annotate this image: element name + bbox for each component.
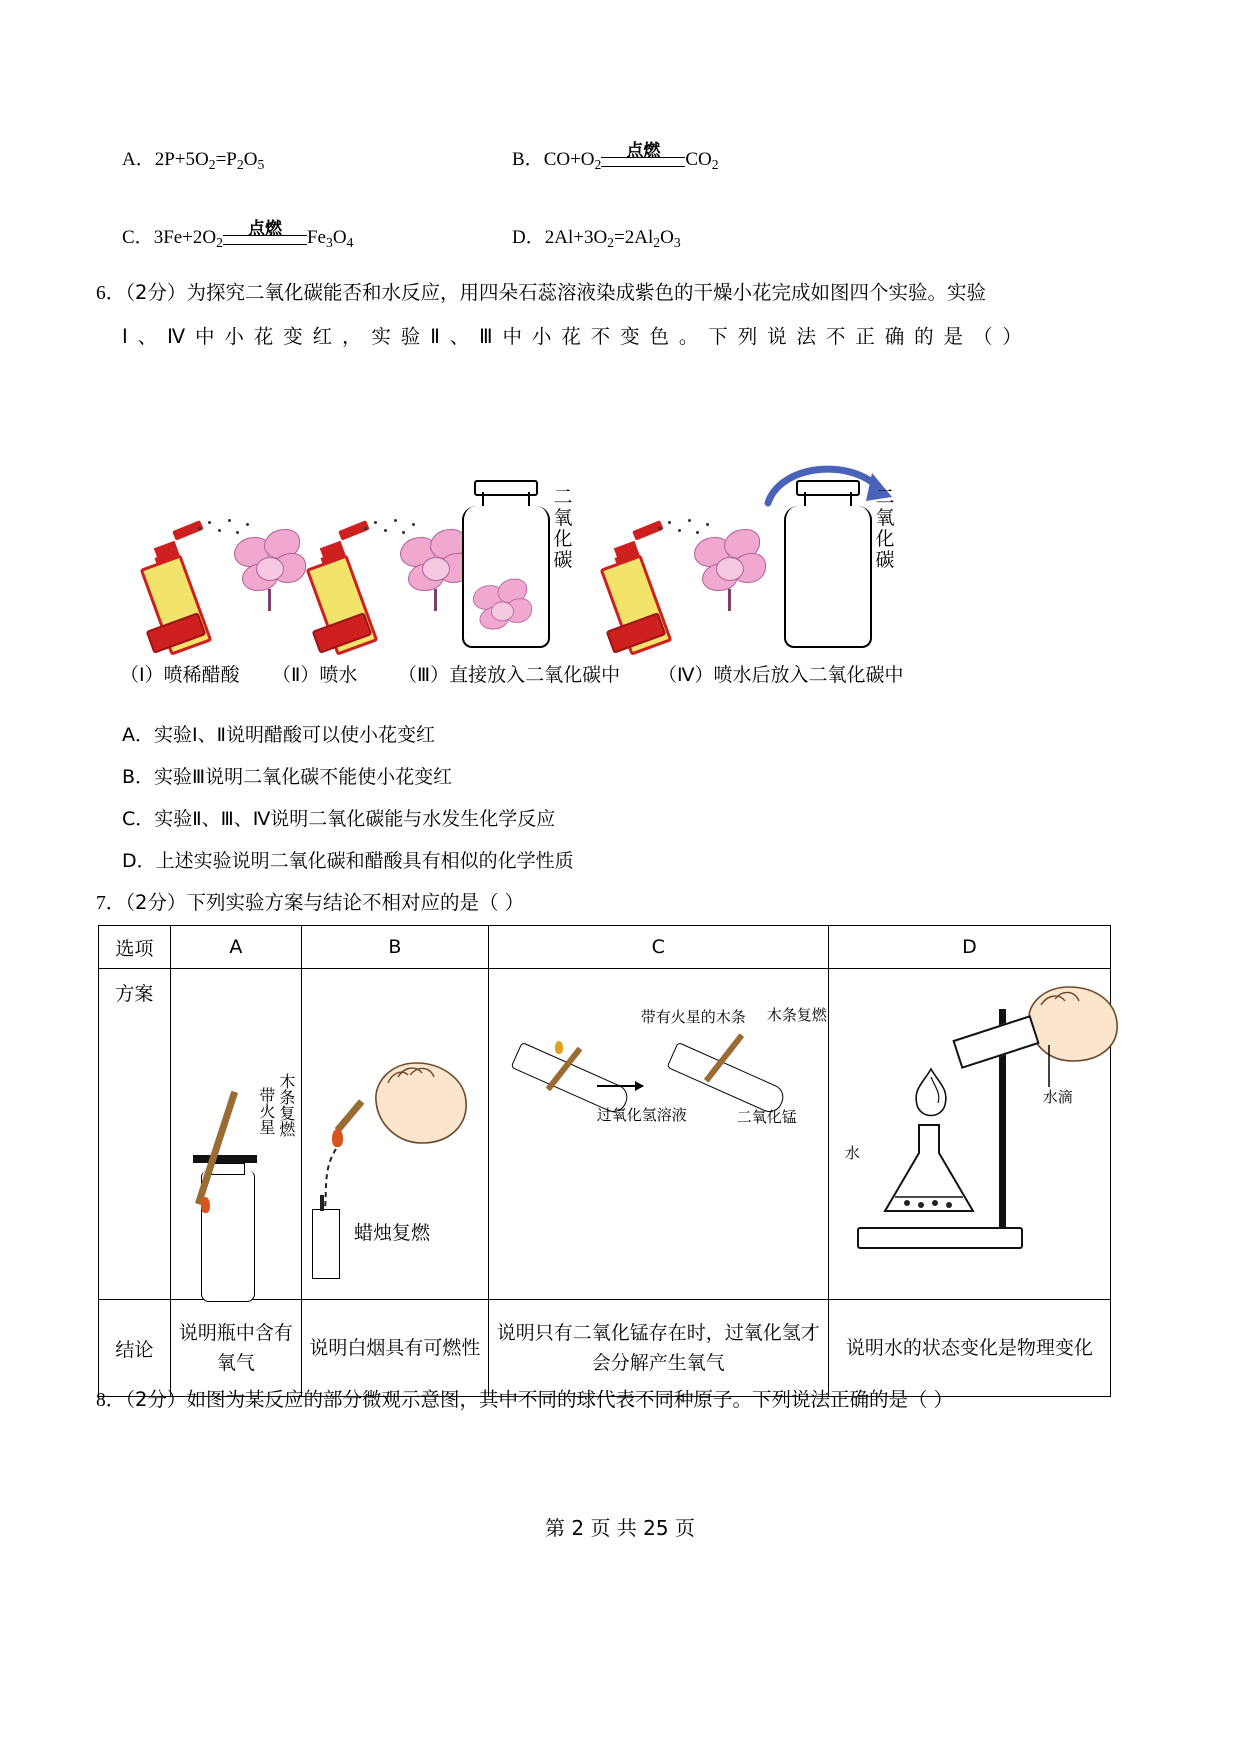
scheme-d-label-1: 水 [844,1144,860,1162]
q6-l2-p5: 花 [253,325,274,348]
row-header-option: 选项 [99,926,171,969]
question-8-text [96,1385,953,1416]
scheme-cell-c [488,969,828,1300]
q7-score: （2分） [125,891,187,914]
figure-caption-1: （Ⅰ）喷稀醋酸 [120,664,240,686]
q7-number: 7． [96,893,126,914]
scheme-cell-d [828,969,1110,1300]
q6-l2-p8: ， [341,325,362,348]
condition-c: 点燃 [247,218,282,239]
hand-icon-b [358,1055,476,1151]
glowing-ember-a [201,1197,210,1213]
figure-caption-4: （Ⅳ）喷水后放入二氧化碳中 [658,664,904,686]
reaction-arrow-c [223,218,307,245]
q6-l2-p3: 中 [194,325,215,348]
q6-l2-p13: Ⅲ [479,325,493,348]
scheme-a-label-2: 木条复燃 [276,1073,296,1137]
table-row-header [99,926,1111,969]
flower-3-core [491,602,514,622]
figure-caption-3: （Ⅲ）直接放入二氧化碳中 [398,664,621,686]
reaction-arrow-b [601,140,685,167]
q6-l2-p2: Ⅳ [167,325,186,348]
q6-l2-p22: 列 [737,325,758,348]
option-b-right: $CO_2$ [685,149,719,172]
stand-base-d [857,1227,1023,1249]
q6-l2-p17: 不 [590,325,611,348]
option-c-right: $Fe_3O_4$ [306,227,354,250]
option-d-formula: $2Al+3O_2=2Al_2O_3$ [544,227,681,250]
gas-jar-4-label: 二氧化碳 [875,486,895,571]
q6-l2-p23: 说 [767,325,787,348]
table-row-scheme [99,969,1111,1300]
q6-choice-d: D．上述实验说明二氧化碳和醋酸具有相似的化学性质 [122,850,574,872]
q6-l2-p0: Ⅰ [122,325,128,348]
scheme-c-art [489,969,828,1299]
q6-l2-p21: 下 [708,325,728,348]
column-header-a: A [170,926,301,969]
scheme-cell-b [301,969,488,1300]
gas-jar-4-body [784,506,872,648]
q6-l2-p31: ） [1002,325,1022,348]
q6-choice-a: A．实验Ⅰ、Ⅱ说明醋酸可以使小花变红 [122,724,435,746]
question-6-line1 [96,278,1156,309]
q6-l2-p11: Ⅱ [430,325,440,348]
scheme-d-art [829,969,1110,1299]
q6-l2-p19: 色 [649,325,669,348]
question-6-line2 [122,322,1022,352]
scheme-a-label-1: 带火星 [256,1087,276,1135]
q6-l2-p15: 小 [531,325,552,348]
candle-body-b [312,1209,340,1279]
condition-b: 点燃 [626,140,661,161]
option-b [512,140,719,173]
flower-1-core [256,557,284,581]
option-c-label: C． [122,227,154,248]
option-d-label: D． [512,227,545,248]
scheme-a-art [171,969,301,1299]
gas-bottle-a-body [201,1171,255,1302]
conclusion-b: 说明白烟具有可燃性 [301,1300,488,1397]
pointer-line-d [1035,1043,1075,1095]
flower-2-core [422,557,450,581]
row-header-conclusion: 结论 [99,1300,171,1397]
option-d [512,222,681,251]
flower-2-stem [434,589,437,611]
q8-number: 8． [96,1390,126,1411]
q6-l2-p30: （ [972,325,993,348]
gas-jar-4 [782,480,870,650]
column-header-c: C [488,926,828,969]
q6-l2-p1: 、 [137,325,158,348]
column-header-d: D [828,926,1110,969]
q6-l2-p26: 正 [855,325,875,348]
q6-l2-p18: 变 [620,325,640,348]
option-c [122,218,354,251]
scheme-d-label-2: 水滴 [1042,1088,1073,1106]
q8-body: 如图为某反应的部分微观示意图，其中不同的球代表不同种原子。下列说法正确的是（ ） [186,1388,954,1411]
q6-l2-p29: 是 [943,325,964,348]
option-c-left: $3Fe+2O_2$ [153,227,223,250]
flask-d [875,1119,983,1229]
q6-text-line1: 为探究二氧化碳能否和水反应，用四朵石蕊溶液染成紫色的干燥小花完成如图四个实验。实验 [186,281,986,304]
page-footer: 第 2 页 共 25 页 [545,1516,695,1540]
row-header-scheme: 方案 [99,969,171,1300]
option-a-label: A． [122,149,155,170]
scheme-c-label-3: 过氧化氢溶液 [596,1106,687,1124]
scheme-c-label-2: 木条复燃 [766,1006,827,1024]
q7-body: 下列实验方案与结论不相对应的是（ ） [186,891,525,914]
q6-score: （2分） [125,281,187,304]
conclusion-a: 说明瓶中含有氧气 [170,1300,301,1397]
q6-l2-p7: 红 [312,325,333,348]
q6-l2-p16: 花 [561,325,581,348]
q6-l2-p27: 确 [884,325,905,348]
option-a-formula: $2P+5O_2=P_2O_5$ [154,149,265,172]
option-b-label: B． [512,149,544,170]
q6-l2-p20: 。 [678,325,699,348]
q6-choice-b: B．实验Ⅲ说明二氧化碳不能使小花变红 [122,766,453,788]
flower-1-stem [268,589,271,611]
q6-choice-c: C．实验Ⅱ、Ⅲ、Ⅳ说明二氧化碳能与水发生化学反应 [122,808,556,830]
scheme-c-label-1: 带有火星的木条 [640,1008,746,1026]
flower-1 [228,527,312,611]
question-7-text [96,888,524,919]
scheme-c-label-4: 二氧化锰 [736,1108,797,1126]
option-b-left: $CO+O_2$ [543,149,602,172]
gas-bottle-a-lid [193,1155,257,1163]
option-a [122,144,264,173]
scheme-cell-a [170,969,301,1300]
reaction-arrow-c-cell [597,1085,643,1087]
q6-l2-p24: 法 [796,325,817,348]
q6-l2-p12: 、 [449,325,470,348]
q7-table [98,925,1111,1397]
q6-l2-p4: 小 [224,325,244,348]
gas-jar-3-label: 二氧化碳 [553,486,573,571]
q6-l2-p14: 中 [502,325,522,348]
candle-wick-b [320,1195,324,1211]
column-header-b: B [301,926,488,969]
flower-4-core [716,557,744,581]
q6-l2-p9: 实 [371,325,391,348]
figure-caption-2: （Ⅱ）喷水 [272,664,358,686]
q8-score: （2分） [125,1388,187,1411]
ember-left-c [555,1041,563,1054]
q6-l2-p10: 验 [400,325,421,348]
q6-l2-p6: 变 [283,325,303,348]
flower-4-stem [728,589,731,611]
conclusion-c: 说明只有二氧化锰存在时，过氧化氢才会分解产生氧气 [488,1300,828,1397]
scheme-b-art [302,969,488,1299]
conclusion-d: 说明水的状态变化是物理变化 [828,1300,1110,1397]
flame-icon-d [905,1065,957,1125]
table-row-conclusion [99,1300,1111,1397]
gas-bottle-a-neck [211,1163,245,1175]
q6-number: 6． [96,283,126,304]
flower-3 [468,577,537,646]
flower-4 [688,527,772,611]
scheme-b-label-1: 蜡烛复燃 [353,1222,430,1244]
q6-l2-p28: 的 [914,325,934,348]
q6-l2-p25: 不 [825,325,846,348]
